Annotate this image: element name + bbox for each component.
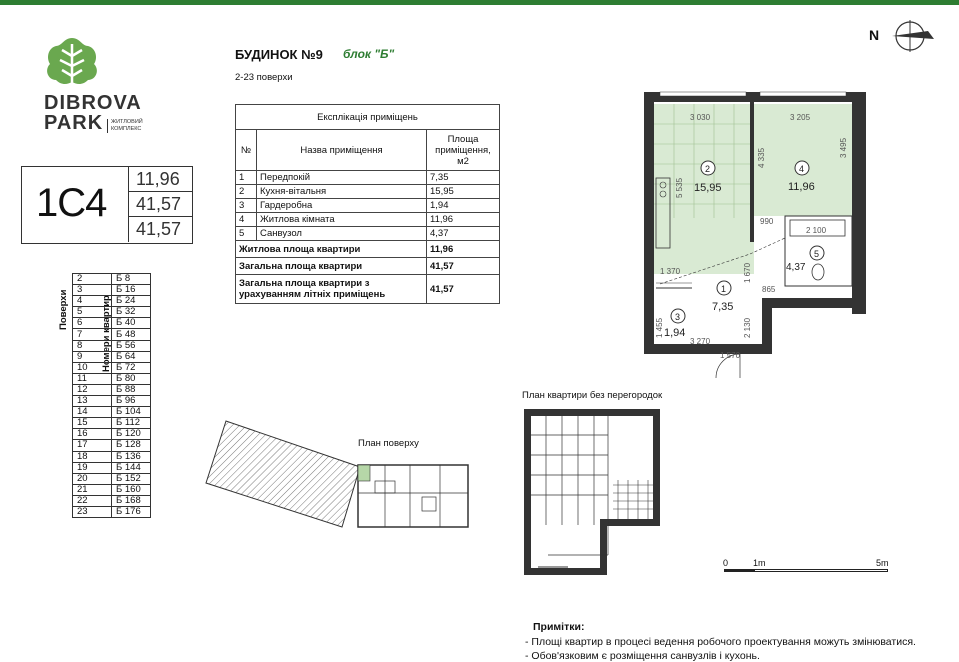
apartment-plan bbox=[640, 88, 870, 393]
apartment-number: Б 88 bbox=[112, 384, 151, 395]
floor-number: 11 bbox=[73, 373, 112, 384]
apartment-number: Б 128 bbox=[112, 440, 151, 451]
apartment-code-box bbox=[21, 166, 193, 244]
apartment-number: Б 80 bbox=[112, 373, 151, 384]
compass-icon bbox=[888, 15, 938, 57]
dim-label: 5 535 bbox=[675, 177, 684, 198]
apartment-code: 1С4 bbox=[36, 181, 107, 225]
room-num: 4 bbox=[799, 164, 805, 174]
floor-row bbox=[73, 318, 151, 329]
apartment-number: Б 24 bbox=[112, 296, 151, 307]
room-area: 15,95 bbox=[694, 182, 722, 194]
explication-table bbox=[235, 104, 500, 304]
dim-label: 1 670 bbox=[743, 262, 752, 283]
notes-title: Примітки: bbox=[533, 621, 585, 633]
floor-number: 14 bbox=[73, 407, 112, 418]
building-block: блок "Б" bbox=[343, 47, 395, 61]
brand-name-1: DIBROVA bbox=[44, 92, 142, 114]
apartment-plan-no-partitions bbox=[518, 405, 668, 580]
floor-number: 18 bbox=[73, 451, 112, 462]
floor-row bbox=[73, 506, 151, 517]
floor-number: 15 bbox=[73, 418, 112, 429]
room-area: 1,94 bbox=[664, 327, 686, 339]
oak-leaf-icon bbox=[42, 36, 102, 92]
table-row: 4 Житлова кімната 11,96 bbox=[236, 213, 500, 227]
col-header-name: Назва приміщення bbox=[257, 130, 427, 171]
floor-row bbox=[73, 429, 151, 440]
room-area: 7,35 bbox=[712, 301, 734, 313]
no-partitions-label: План квартири без перегородок bbox=[522, 390, 663, 401]
floor-number: 13 bbox=[73, 396, 112, 407]
room-area: 4,37 bbox=[786, 262, 806, 273]
floor-row bbox=[73, 384, 151, 395]
floor-row bbox=[73, 407, 151, 418]
floor-number: 5 bbox=[73, 307, 112, 318]
apartment-number: Б 112 bbox=[112, 418, 151, 429]
total-area-summer-value: 41,57 bbox=[128, 217, 192, 242]
floor-number: 12 bbox=[73, 384, 112, 395]
dim-label: 1 570 bbox=[720, 351, 741, 360]
floor-row bbox=[73, 329, 151, 340]
floor-number: 22 bbox=[73, 495, 112, 506]
room-area: 11,96 bbox=[788, 181, 815, 193]
dim-label: 4 335 bbox=[757, 147, 766, 168]
brand-tagline-2: КОМПЛЕКС bbox=[111, 126, 142, 132]
building-floors: 2-23 поверхи bbox=[235, 72, 293, 83]
floor-row bbox=[73, 462, 151, 473]
apartment-number: Б 96 bbox=[112, 396, 151, 407]
apartment-number: Б 144 bbox=[112, 462, 151, 473]
floor-row bbox=[73, 351, 151, 362]
floor-row bbox=[73, 440, 151, 451]
scale-label-0: 0 bbox=[723, 558, 729, 568]
apartment-number: Б 168 bbox=[112, 495, 151, 506]
dim-label: 2 130 bbox=[743, 317, 752, 338]
room-num: 5 bbox=[814, 249, 820, 259]
dim-label: 1 455 bbox=[655, 317, 664, 338]
floor-row bbox=[73, 373, 151, 384]
floor-number: 4 bbox=[73, 296, 112, 307]
floor-row bbox=[73, 396, 151, 407]
apartment-numbers-label: Номери квартир bbox=[101, 295, 112, 372]
apartment-number: Б 8 bbox=[112, 274, 151, 285]
explication-title: Експлікація приміщень bbox=[236, 105, 500, 130]
floors-table bbox=[72, 273, 151, 518]
floor-row bbox=[73, 362, 151, 373]
scale-label-5: 5m bbox=[876, 558, 889, 568]
apartment-number: Б 136 bbox=[112, 451, 151, 462]
building-floor-plan bbox=[200, 415, 480, 535]
floor-number: 8 bbox=[73, 340, 112, 351]
floor-number: 3 bbox=[73, 285, 112, 296]
scale-label-1: 1m bbox=[753, 558, 766, 568]
brand-logo bbox=[42, 36, 152, 136]
apartment-number: Б 64 bbox=[112, 351, 151, 362]
floor-number: 21 bbox=[73, 484, 112, 495]
col-header-area: Площа приміщення, м2 bbox=[427, 130, 500, 171]
floor-row bbox=[73, 307, 151, 318]
dim-label: 3 030 bbox=[690, 113, 711, 122]
building-title: БУДИНОК №9 bbox=[235, 47, 323, 62]
dim-label: 2 100 bbox=[806, 226, 827, 235]
floor-row bbox=[73, 285, 151, 296]
floor-number: 7 bbox=[73, 329, 112, 340]
floor-row bbox=[73, 484, 151, 495]
room-num: 2 bbox=[705, 164, 711, 174]
brand-tagline-1: ЖИТЛОВИЙ bbox=[111, 119, 143, 125]
floor-number: 2 bbox=[73, 274, 112, 285]
total-area-value: 41,57 bbox=[128, 192, 192, 217]
apartment-number: Б 176 bbox=[112, 506, 151, 517]
floor-number: 17 bbox=[73, 440, 112, 451]
floor-row bbox=[73, 418, 151, 429]
note-item: - Площі квартир в процесі ведення робочого проектування можуть змінюватися. bbox=[525, 636, 916, 648]
total-row: Загальна площа квартири з урахуванням літніх приміщень 41,57 bbox=[236, 275, 500, 304]
dim-label: 3 270 bbox=[690, 337, 711, 346]
note-item: - Обов'язковим є розміщення санвузлів і кухонь. bbox=[525, 650, 760, 662]
living-area-value: 11,96 bbox=[128, 167, 192, 192]
total-row: Загальна площа квартири 41,57 bbox=[236, 258, 500, 275]
north-label: N bbox=[869, 27, 880, 43]
floor-number: 9 bbox=[73, 351, 112, 362]
dim-label: 990 bbox=[760, 217, 774, 226]
floor-number: 19 bbox=[73, 462, 112, 473]
floors-label: Поверхи bbox=[58, 289, 69, 330]
dim-label: 3 205 bbox=[790, 113, 811, 122]
floor-row bbox=[73, 340, 151, 351]
table-row: 2 Кухня-вітальня 15,95 bbox=[236, 185, 500, 199]
floor-number: 20 bbox=[73, 473, 112, 484]
col-header-num: № bbox=[236, 130, 257, 171]
floor-row bbox=[73, 296, 151, 307]
table-row: 3 Гардеробна 1,94 bbox=[236, 199, 500, 213]
dim-label: 1 370 bbox=[660, 267, 681, 276]
brand-name-2: PARK bbox=[44, 112, 104, 134]
apartment-number: Б 72 bbox=[112, 362, 151, 373]
apartment-number: Б 56 bbox=[112, 340, 151, 351]
apartment-number: Б 32 bbox=[112, 307, 151, 318]
floor-plan-label: План поверху bbox=[358, 438, 419, 449]
floor-number: 10 bbox=[73, 362, 112, 373]
floor-number: 16 bbox=[73, 429, 112, 440]
top-accent-bar bbox=[0, 0, 959, 5]
dim-label: 3 495 bbox=[839, 137, 848, 158]
floor-number: 23 bbox=[73, 506, 112, 517]
floor-number: 6 bbox=[73, 318, 112, 329]
floor-row bbox=[73, 274, 151, 285]
apartment-number: Б 40 bbox=[112, 318, 151, 329]
floor-row bbox=[73, 495, 151, 506]
room-num: 1 bbox=[721, 284, 727, 294]
scale-bar bbox=[720, 558, 895, 578]
apartment-number: Б 16 bbox=[112, 285, 151, 296]
apartment-number: Б 160 bbox=[112, 484, 151, 495]
room-num: 3 bbox=[675, 312, 681, 322]
apartment-number: Б 48 bbox=[112, 329, 151, 340]
table-row: 5 Санвузол 4,37 bbox=[236, 227, 500, 241]
apartment-number: Б 104 bbox=[112, 407, 151, 418]
total-row: Житлова площа квартири 11,96 bbox=[236, 241, 500, 258]
floor-row bbox=[73, 473, 151, 484]
apartment-number: Б 152 bbox=[112, 473, 151, 484]
table-row: 1 Передпокій 7,35 bbox=[236, 171, 500, 185]
floor-row bbox=[73, 451, 151, 462]
apartment-number: Б 120 bbox=[112, 429, 151, 440]
dim-label: 865 bbox=[762, 285, 776, 294]
